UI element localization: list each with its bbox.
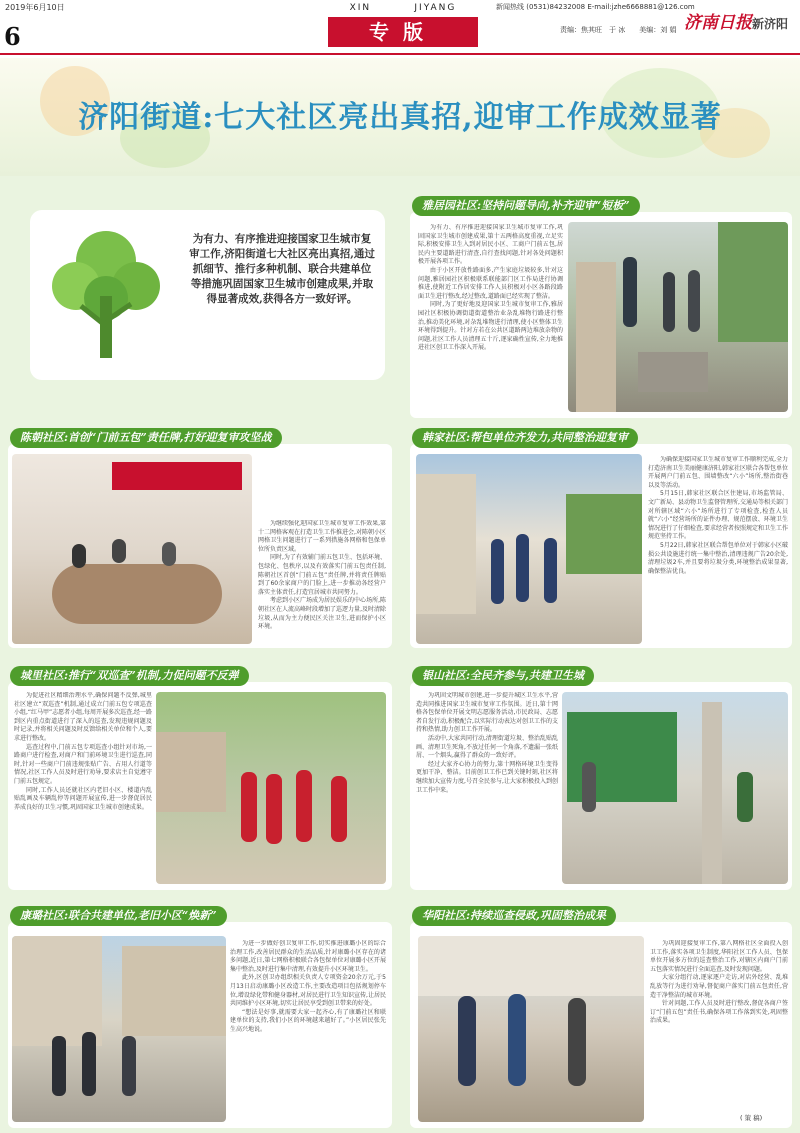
- article-paragraph: 经过大家齐心协力的努力,第十网格环境卫生变得更加干净、整洁。目前创卫工作已到关键时刻,社区将继续加大宣传力度,号召全民参与,让大家积极投入到创卫工作中来。: [416, 760, 558, 794]
- article-paragraph: 同时,为了更好地及迎国家卫生城市复审工作,雅居园社区积极协调街道街道整治业杂乱堆物行路进行整治,推动美化环境,对杂乱堆物进行清理,使小区整体卫生环境得到提升。针对方若在公共区道路两边堆放杂物的问题,社区工作人员清理五十斤,逐家确性宣传,全力地推进社区创卫工作深入开展。: [418, 301, 563, 352]
- article-paragraph: 为促进社区精细治理水平,确保问题不反弹,城里社区建立“双巡查”机制,通过成立门前五包专项巡查小组,“红马甲”志愿者小组,每周开展多次巡查,经一路到区内重点街道进行了深入的巡查,发现违规问题及时记录,并将相关问题及时反馈给相关单位和个人,要求进行整改。: [14, 692, 152, 742]
- article-yajuyuan: [418, 224, 563, 414]
- photo-kanglu-residence: [12, 936, 226, 1122]
- article-paragraph: 同时,为了有效辅门前五包卫生、包括环境、包绿化、包秩序,以及有效落实门前五包责任制,陈朝社区首创“门前五包”责任牌,并将责任牌贴到了60余家商户的门脸上,进一步推动各经营户落实主体责任,打造宜居城市共同努力。: [258, 554, 386, 596]
- news-hotline: 新闻热线 (0531)84232008 E-mail:jzhe6668881@126.com: [496, 3, 695, 11]
- article-paragraph: 大家分组行动,逐家逐户走访,对店外经营、乱堆乱放等行为进行劝导,督促商户落实门前五包责任,营造干净整洁的城市环境。: [650, 974, 788, 999]
- photo-hanjia-patrol: [416, 454, 642, 644]
- article-paragraph: 同时,工作人员还就社区内老旧小区、楼道内乱贴乱画及车辆乱停等问题开展宣传,进一步督促居民养成良好的卫生习惯,巩固国家卫生城市创建成果。: [14, 786, 152, 811]
- article-paragraph: “想法是好事,就需要大家一起齐心,有了康璐社区和联建单位的支持,我们小区的环境越来越好了。”小区居民张先生高兴地说。: [230, 1008, 386, 1033]
- photo-meeting: [12, 454, 252, 644]
- article-paragraph: 考虑到小区广场成为居民娱乐的中心场所,陈朝社区在人流高峰时段增加了巡逻力量,及时清除垃圾,从而为主力便民区关注卫生,进而保护小区环境。: [258, 597, 386, 631]
- newspaper-header: [0, 0, 800, 52]
- article-paragraph: 为进一步做好创卫复审工作,切实推进康璐小区的综合治理工作,改善居民群众的生活品质,针对康璐小区存在的诸多问题,近日,第七网格积极联合各包保单位对康璐小区开展集中整治,及时进行集中清理,有效提升小区环境卫生。: [230, 940, 386, 973]
- header-rule: [0, 53, 800, 55]
- panel-title-chengli: 城里社区:推行“双巡查”机制,力促问题不反弹: [10, 666, 249, 686]
- editor-credits: 责编：焦其旺 于 冰 美编：刘 娟: [560, 26, 677, 34]
- pinyin-word: JIYANG: [414, 3, 457, 13]
- panel-title-hanjia: 韩家社区:帮包单位齐发力,共同整治迎复审: [412, 428, 638, 448]
- photo-volunteers: [156, 692, 386, 884]
- article-chenchao: [258, 520, 386, 644]
- article-paragraph: 为巩固迎接复审工作,第八网格社区全面投入创卫工作,落实各项卫生制度,华阳社区工作人员、包保单位开展多方位的巡查整治工作,对辖区内商户门前五包落实情况进行全面巡查,及时发现问题。: [650, 940, 788, 973]
- issue-date: 2019年6月10日: [5, 3, 65, 12]
- logo-main: 济南日报: [684, 13, 752, 33]
- tree-icon: [36, 216, 176, 366]
- intro-text: 为有力、有序推进迎接国家卫生城市复审工作,济阳街道七大社区亮出真招,通过抓细节、推行多种机制、联合共建单位等措施巩固国家卫生城市创建成果,并取得显著成效,获得各方一致好评。: [189, 233, 375, 305]
- article-paragraph: 巡查过程中,门前五包专项巡查小组针对市场,一路商户进行检查,对商户和门前环境卫生进行巡查,同时,针对一些商户门前违规张贴广告、占用人行道等情况,社区工作人员及时进行劝导,要求店主自觉遵守门前五包规定。: [14, 743, 152, 785]
- article-kanglu: [230, 940, 386, 1124]
- article-paragraph: 针对问题,工作人员及时进行整改,督促各商户签订“门前五包”责任书,确保各项工作落到实处,巩固整治成果。: [650, 1000, 788, 1025]
- article-chengli: [14, 692, 152, 886]
- article-paragraph: 5月15日,韩家社区联合区住建局,市场监管局、文广新局、县动物卫生监督管理所,交通局等相关部门对所辖区域“六小”场所进行了专项检查,检查人员就“六小”经营场所的证件办理、规范摆放、环境卫生情况进行了仔细检查,要求经营者按照规定和卫生工作规范坚持工作。: [648, 490, 788, 541]
- author-signature: ( 策 稿): [740, 1114, 763, 1122]
- pinyin-word: XIN: [349, 3, 372, 13]
- article-paragraph: 为继续强化迎国家卫生城市复审工作效果,第十二网格客观在打造卫生工作推进会,对陈朝小区网格卫生问题进行了一系列措施各网格和包保单位所负责区域。: [258, 520, 386, 553]
- logo-sub: 新济阳: [752, 17, 789, 31]
- section-banner: 专版: [328, 17, 478, 47]
- article-huayang: [650, 940, 788, 1112]
- article-paragraph: 此外,区创卫办组织相关负责人专项资金20余万元,于5月13日启动康璐小区改造工作,主要改造项目包括规划停车位,增设绿化带和健身器材,对居民进行卫生知识宣传,让居民共同维护小区环境,切实让居民享受到创卫带来的好处。: [230, 974, 386, 1008]
- photo-cleanup: [562, 692, 788, 884]
- article-paragraph: 5月22日,韩家社区联合帮包单位对于韩家小区破损公共设施进行统一集中整治,清理违规广告20余处,清理垃圾2车,并且要将垃圾分类,环境整治成果显著,确保整洁优良。: [648, 541, 788, 575]
- panel-title-yinshan: 银山社区:全民齐参与,共建卫生城: [412, 666, 594, 686]
- article-paragraph: 为有力、有序推进迎接国家卫生城市复审工作,巩固国家卫生城市创建成果,第十五两格高度重视,立足实际,积极安排卫生入到对居民小区、工商户门前五包,居民内主要道路进行清查,自行查找问题,针对各处问题积极开展各项工作。: [418, 224, 563, 266]
- article-paragraph: 为确保迎接国家卫生城市复审工作顺利完成,全力打造济南卫生美丽健康济阳,韩家社区联合各帮包单位开展两户门前五包、围墙整改“六小”场所,整治街巷以及等活动。: [648, 456, 788, 489]
- article-paragraph: 由于小区开放性路面多,产生家庭垃圾较多,针对这问题,雅居园社区积极联系联能部门区工作局进行协调推进,使附近工作居安排工作人员积极对小区各路段路面卫生进行整改,经过整改,道路面已经实现了整洁。: [418, 266, 563, 300]
- article-paragraph: 为巩固文明城市创建,进一步提升城区卫生水平,营造共同推进国家卫生城市复审工作氛围。近日,第十网格各包保单位开展文明志愿服务活动,市民政局、志愿者自发行动,积极配合,以实际行动表达对创卫工作的支持和热情,助力创卫工作开展。: [416, 692, 558, 734]
- photo-street-inspection: [568, 222, 788, 412]
- panel-title-huayang: 华阳社区:持续巡查侵政,巩固整治成果: [412, 906, 616, 926]
- main-headline: 济阳街道:七大社区亮出真招,迎审工作成效显著: [78, 100, 722, 135]
- panel-title-kanglu: 康璐社区:联合共建单位,老旧小区“焕新”: [10, 906, 227, 926]
- newspaper-logo: [684, 8, 788, 33]
- panel-title-yajuyuan: 雅居园社区:坚持问题导向,补齐迎审“短板”: [412, 196, 640, 216]
- article-yinshan: [416, 692, 558, 886]
- photo-huayang-visit: [418, 936, 644, 1122]
- article-paragraph: 活动中,大家共同行动,清理街道垃圾、整治乱贴乱画、清理卫生死角,不放过任何一个角落,不遗漏一张纸屑、一个烟头,赢得了群众的一致好评。: [416, 734, 558, 760]
- article-hanjia: [648, 456, 788, 644]
- panel-title-chenchao: 陈朝社区:首创“门前五包”责任牌,打好迎复审攻坚战: [10, 428, 282, 448]
- page-number: 6: [4, 22, 21, 51]
- section-pinyin: [328, 3, 478, 13]
